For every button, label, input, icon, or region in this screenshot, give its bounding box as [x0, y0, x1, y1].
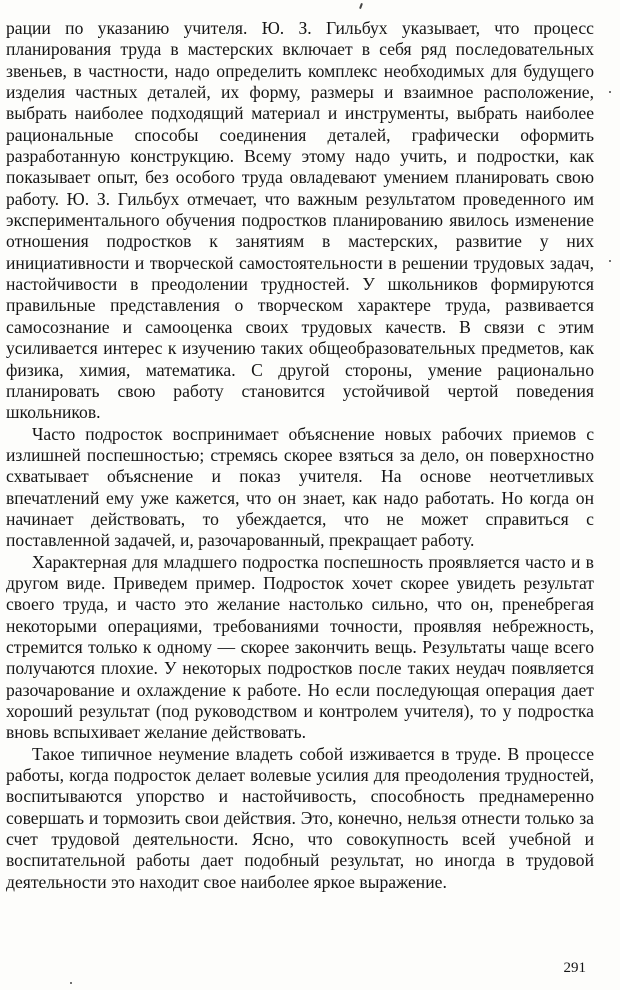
paragraph: рации по указанию учителя. Ю. З. Гильбух указывает, что процесс планирования труда в мастерских включает в себя ряд последовательных звеньев, в частности, надо определить комплекс необходимых для будущего изделия частных деталей, их форму, размеры и взаимное расположение, выбрать наиболее подходящий материал и инструменты, выбрать наиболее рациональные способы соединения деталей, графически оформить разработанную конструкцию. Всему этому надо учить, и подростки, как показывает опыт, без особого труда овладевают умением планировать свою работу. Ю. З. Гильбух отмечает, что важным результатом проведенного им экспериментального обучения подростков планированию явилось изменение отношения подростков к занятиям в мастерских, развитие у них инициативности и творческой самостоятельности в решении трудовых задач, настойчивости в преодолении трудностей. У школьников формируются правильные представления о творческом характере труда, развивается самосознание и самооценка своих трудовых качеств. В связи с этим усиливается интерес к изучению таких общеобразовательных предметов, как физика, химия, математика. С другой стороны, умение рационально планировать свою работу становится устойчивой чертой поведения школьников.: [6, 18, 594, 423]
paragraph: Такое типичное неумение владеть собой изживается в труде. В процессе работы, когда подросток делает волевые усилия для преодоления трудностей, воспитываются упорство и настойчивость, способность преднамеренно совершать и тормозить свои действия. Это, конечно, нельзя отнести только за счет трудовой деятельности. Ясно, что совокупность всей учебной и воспитательной работы дает подобный результат, но иногда в трудовой деятельности это находит свое наиболее яркое выражение.: [6, 743, 594, 892]
body-text: [6, 18, 594, 893]
paragraph: Часто подросток воспринимает объяснение новых рабочих приемов с излишней поспешностью; стремясь скорее взяться за дело, он поверхностно схватывает объяснение и показ учителя. На основе неотчетливых впечатлений ему уже кажется, что он знает, как надо работать. Но когда он начинает действовать, то убеждается, что не может справиться с поставленной задачей, и, разочарованный, прекращает работу.: [6, 423, 594, 551]
ink-speck: [70, 982, 72, 984]
ink-speck: [359, 3, 363, 9]
ink-speck: [609, 91, 611, 93]
ink-speck: [609, 260, 611, 262]
page-number: 291: [563, 960, 586, 976]
paragraph: Характерная для младшего подростка поспешность проявляется часто и в другом виде. Приведем пример. Подросток хочет скорее увидеть результат своего труда, и часто это желание настолько сильно, что он, пренебрегая некоторыми операциями, требованиями точности, проявляя небрежность, стремится только к одному — скорее закончить вещь. Результаты чаще всего получаются плохие. У некоторых подростков после таких неудач появляется разочарование и охлаждение к работе. Но если последующая операция дает хороший результат (под руководством и контролем учителя), то у подростка вновь вспыхивает желание действовать.: [6, 551, 594, 743]
